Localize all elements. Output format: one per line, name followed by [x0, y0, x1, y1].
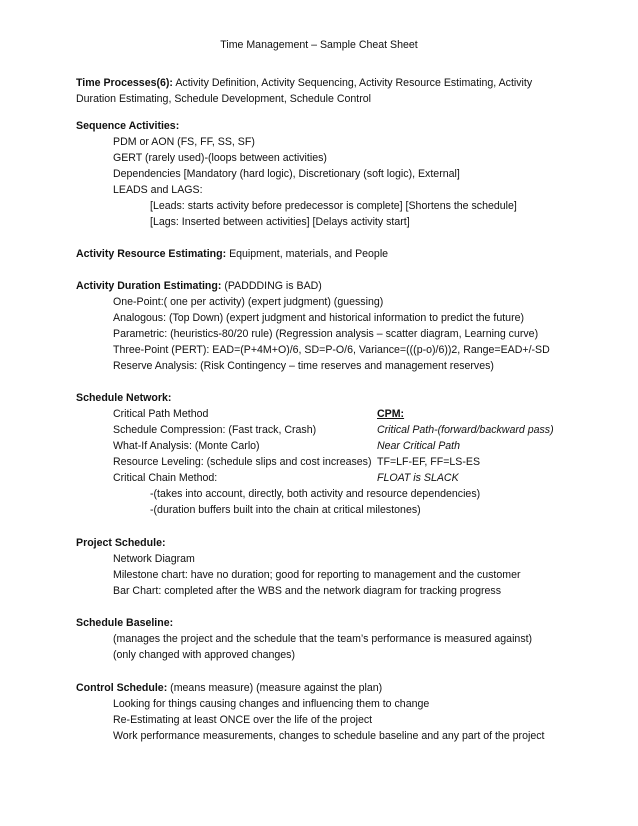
baseline-item: (only changed with approved changes) [113, 649, 295, 661]
cpm-item: FLOAT is SLACK [377, 472, 459, 484]
network-item: Critical Path Method [113, 408, 209, 420]
duration-item: Parametric: (heuristics-80/20 rule) (Regression analysis – scatter diagram, Learning curve) [113, 328, 539, 340]
leads-item: [Leads: starts activity before predecessor is complete] [Shortens the schedule] [150, 200, 517, 212]
network-item: Resource Leveling: (schedule slips and cost increases) [113, 456, 372, 468]
network-heading: Schedule Network: [76, 392, 172, 404]
time-processes-text-2: Duration Estimating, Schedule Development, Schedule Control [76, 93, 372, 105]
project-schedule-item: Bar Chart: completed after the WBS and the network diagram for tracking progress [113, 585, 502, 597]
lags-item: [Lags: Inserted between activities] [Delays activity start] [150, 216, 410, 228]
critical-chain-sub: -(duration buffers built into the chain at critical milestones) [150, 504, 421, 516]
network-item: Schedule Compression: (Fast track, Crash) [113, 424, 317, 436]
network-item: What-If Analysis: (Monte Carlo) [113, 440, 260, 452]
project-schedule-item: Milestone chart: have no duration; good for reporting to management and the customer [113, 569, 521, 581]
project-schedule-item: Network Diagram [113, 553, 195, 565]
cpm-item: Critical Path-(forward/backward pass) [377, 424, 554, 436]
control-text: (means measure) (measure against the plan) [167, 682, 383, 694]
resource-text: Equipment, materials, and People [226, 248, 389, 260]
time-processes-heading: Time Processes(6): [76, 77, 173, 89]
baseline-item: (manages the project and the schedule that the team’s performance is measured against) [113, 633, 533, 645]
control-item: Re-Estimating at least ONCE over the life of the project [113, 714, 373, 726]
duration-item: Three-Point (PERT): EAD=(P+4M+O)/6, SD=P-O/6, Variance=(((p-o)/6))2, Range=EAD+/-SD [113, 344, 550, 356]
control-heading: Control Schedule: [76, 682, 168, 694]
page-title: Time Management – Sample Cheat Sheet [220, 39, 418, 51]
time-processes-text: Activity Definition, Activity Sequencing, Activity Resource Estimating, Activity [172, 77, 533, 89]
control-line [76, 681, 382, 695]
resource-heading: Activity Resource Estimating: [76, 248, 227, 260]
duration-line [76, 279, 322, 293]
duration-text: (PADDDING is BAD) [221, 280, 322, 292]
sequence-item: PDM or AON (FS, FF, SS, SF) [113, 136, 255, 148]
duration-item: Analogous: (Top Down) (expert judgment and historical information to predict the future) [113, 312, 525, 324]
cpm-item: Near Critical Path [377, 440, 461, 452]
duration-item: Reserve Analysis: (Risk Contingency – time reserves and management reserves) [113, 360, 494, 372]
sequence-item: LEADS and LAGS: [113, 184, 203, 196]
cpm-heading: CPM: [377, 408, 405, 420]
sequence-item: GERT (rarely used)-(loops between activities) [113, 152, 327, 164]
critical-chain-sub: -(takes into account, directly, both activity and resource dependencies) [150, 488, 481, 500]
sequence-heading: Sequence Activities: [76, 120, 180, 132]
cpm-item: TF=LF-EF, FF=LS-ES [377, 456, 481, 468]
control-item: Work performance measurements, changes to schedule baseline and any part of the project [113, 730, 545, 742]
baseline-heading: Schedule Baseline: [76, 617, 174, 629]
sequence-item: Dependencies [Mandatory (hard logic), Discretionary (soft logic), External] [113, 168, 460, 180]
network-item: Critical Chain Method: [113, 472, 218, 484]
resource-line [76, 247, 388, 261]
time-processes-line [76, 76, 532, 90]
duration-item: One-Point:( one per activity) (expert judgment) (guessing) [113, 296, 384, 308]
project-schedule-heading: Project Schedule: [76, 537, 166, 549]
duration-heading: Activity Duration Estimating: [76, 280, 222, 292]
control-item: Looking for things causing changes and influencing them to change [113, 698, 430, 710]
